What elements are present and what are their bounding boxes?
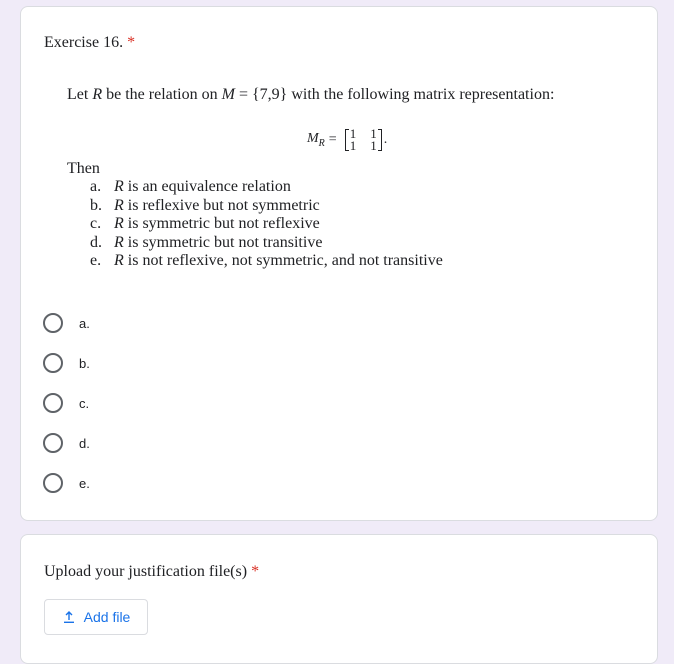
radio-button[interactable]: [43, 393, 63, 413]
statement-letter: b.: [90, 196, 102, 214]
upload-title: [44, 563, 259, 581]
add-file-button[interactable]: [44, 599, 148, 635]
matrix-row: [350, 140, 377, 152]
intro-text-3: = {7,9} with the following matrix representation:: [234, 86, 555, 103]
statement-options: [90, 178, 443, 271]
statement-var: R: [114, 215, 124, 232]
choice-d[interactable]: [43, 423, 90, 463]
question-card: [20, 6, 658, 521]
choice-label: d.: [79, 435, 90, 451]
statement-option: [90, 197, 443, 216]
intro-text-2: be the relation on: [102, 86, 222, 103]
matrix: [345, 128, 382, 152]
statement-body: is symmetric but not transitive: [123, 233, 323, 251]
matrix-label-sub: R: [318, 137, 325, 149]
then-label: Then: [67, 160, 100, 177]
statement-option: [90, 234, 443, 253]
statement-var: R: [114, 233, 124, 251]
statement-body: is an equivalence relation: [123, 178, 291, 195]
upload-title-text: Upload your justification file(s): [44, 563, 248, 580]
choice-label: e.: [79, 475, 90, 491]
choice-e[interactable]: [43, 463, 90, 503]
statement-letter: a.: [90, 178, 102, 195]
choice-label: c.: [79, 395, 90, 411]
intro-var-m: M: [221, 86, 235, 103]
statement-letter: e.: [90, 252, 102, 269]
statement-option: [90, 178, 443, 197]
matrix-label-main: M: [307, 131, 319, 147]
statement-body: is not reflexive, not symmetric, and not transitive: [123, 252, 443, 269]
intro-var-r: R: [92, 86, 103, 103]
statement-var: R: [114, 196, 124, 214]
statement-text: [114, 252, 443, 271]
radio-button[interactable]: [43, 473, 63, 493]
statement-option: [90, 252, 443, 271]
upload-icon: [62, 610, 76, 624]
matrix-equals: =: [328, 132, 337, 147]
choice-label: a.: [79, 315, 90, 331]
upload-card: [20, 534, 658, 664]
statement-letter: d.: [90, 233, 102, 251]
matrix-cell: 1: [370, 138, 377, 153]
statement-text: [114, 178, 291, 197]
matrix-cell: 1: [349, 126, 357, 141]
add-file-label: Add file: [83, 609, 131, 625]
required-asterisk: *: [127, 34, 136, 51]
intro-text-1: Let: [67, 86, 93, 103]
answer-choices: [43, 303, 90, 503]
question-title-text: Exercise 16.: [44, 34, 124, 51]
statement-body: is reflexive but not symmetric: [123, 196, 320, 214]
radio-button[interactable]: [43, 433, 63, 453]
question-title: [44, 34, 135, 52]
matrix-period: .: [383, 132, 388, 147]
matrix-label: [307, 131, 325, 149]
problem-intro: [67, 86, 627, 104]
statement-text: [114, 215, 320, 234]
statement-body: is symmetric but not reflexive: [123, 215, 320, 232]
choice-c[interactable]: [43, 383, 90, 423]
matrix-cell: 1: [370, 126, 377, 141]
problem-statement: [67, 86, 627, 269]
statement-text: [114, 197, 320, 216]
statement-var: R: [114, 252, 124, 269]
choice-label: b.: [79, 355, 90, 371]
matrix-cell: 1: [349, 138, 357, 153]
statement-option: [90, 215, 443, 234]
matrix-equation: [307, 128, 387, 152]
choice-b[interactable]: [43, 343, 90, 383]
radio-button[interactable]: [43, 313, 63, 333]
statement-var: R: [114, 178, 124, 195]
statement-text: [114, 234, 322, 253]
radio-button[interactable]: [43, 353, 63, 373]
choice-a[interactable]: [43, 303, 90, 343]
required-asterisk: *: [251, 563, 260, 580]
statement-letter: c.: [90, 215, 102, 232]
